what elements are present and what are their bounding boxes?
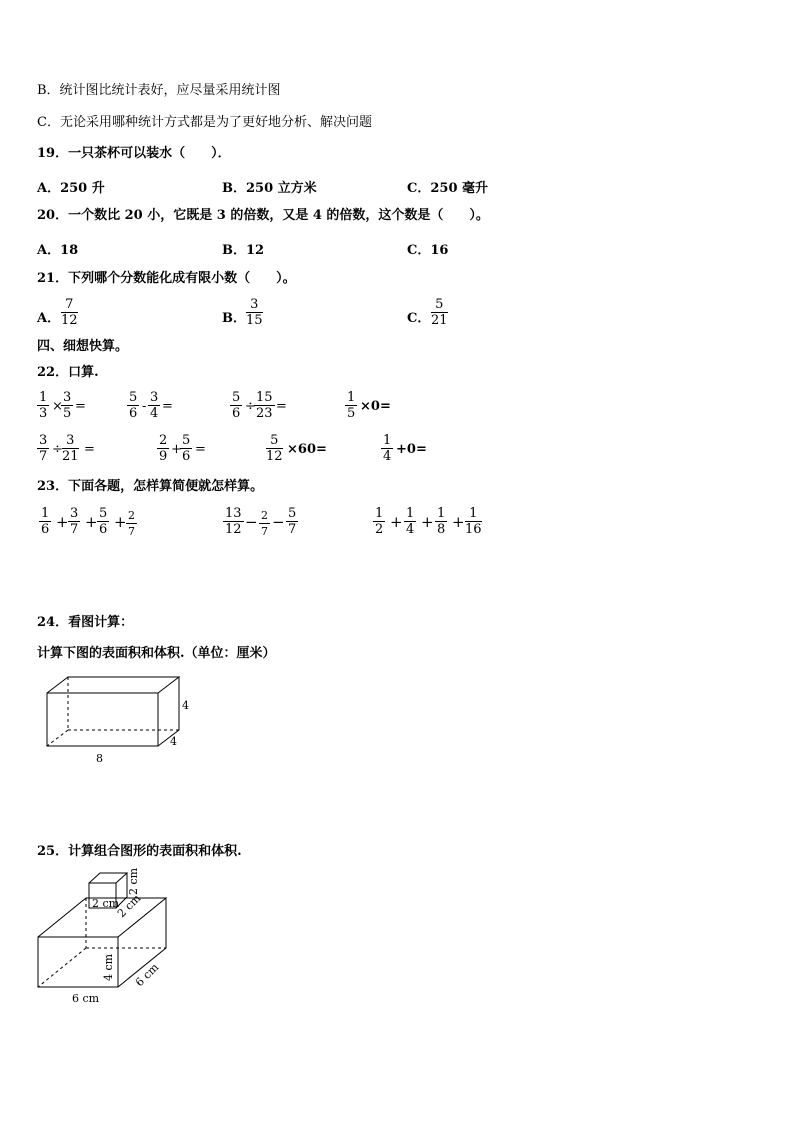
numerator: 1 (437, 506, 446, 521)
q22-r1-e1-equals: = (75, 399, 86, 414)
q23-e3-op3: + (452, 513, 465, 531)
numerator: 5 (266, 433, 283, 449)
numerator: 3 (150, 390, 159, 405)
cuboid-figure (40, 672, 200, 772)
denominator: 4 (150, 406, 159, 421)
q22-r2-e2-frac2 (180, 433, 192, 464)
numerator: 7 (61, 297, 78, 313)
numerator: 5 (431, 297, 448, 313)
q23-e1-op1: + (56, 513, 69, 531)
big-height-label: 4 cm (102, 953, 115, 981)
q20-option-c: C．16 (407, 243, 449, 258)
q19-option-a: A．250 升 (37, 181, 105, 196)
q23-e3-frac1 (373, 506, 385, 537)
q23-e3-op1: + (390, 513, 403, 531)
height-label: 4 (182, 699, 189, 712)
q19-option-b: B．250 立方米 (222, 181, 317, 196)
numerator: 2 (261, 509, 268, 522)
q22-r1-e3-frac1 (230, 390, 242, 421)
denominator: 15 (246, 313, 263, 328)
q21-option-c-label: C． (407, 311, 431, 326)
q22-r1-e1-frac1 (37, 390, 49, 421)
denominator: 7 (39, 449, 48, 464)
q23-e2-op2: − (272, 513, 285, 531)
denominator: 21 (431, 313, 448, 328)
q18-option-b: B．统计图比统计表好，应尽量采用统计图 (37, 83, 281, 98)
q23-e2-frac1 (223, 506, 244, 537)
q22-r1-e2-frac2 (148, 390, 160, 421)
denominator: 5 (347, 406, 356, 421)
q23-e3-frac2 (404, 506, 416, 537)
q18-option-c: C．无论采用哪种统计方式都是为了更好地分析、解决问题 (37, 115, 372, 130)
q22-r2-e2-equals: = (195, 442, 206, 457)
q23-e2-frac2 (259, 508, 270, 539)
denominator: 8 (437, 522, 446, 537)
q22-r1-e1-frac2 (61, 390, 73, 421)
q23-e3-frac3 (435, 506, 447, 537)
q22-r2-e3-tail: ×60= (287, 442, 327, 457)
numerator: 1 (406, 506, 415, 521)
q20-option-b: B．12 (222, 243, 265, 258)
q23-e3-op2: + (421, 513, 434, 531)
q23-e1-frac1 (39, 506, 51, 537)
q20-option-a: A．18 (37, 243, 79, 258)
q21-option-b-label: B． (222, 311, 246, 326)
numerator: 2 (128, 509, 135, 522)
denominator: 23 (256, 406, 273, 421)
q22-r1-e3-operator: ÷ (245, 399, 256, 414)
q22-r1-e3-frac2 (254, 390, 275, 421)
numerator: 2 (159, 433, 168, 448)
q22-r2-e1-frac2 (62, 433, 79, 464)
big-depth-label: 6 cm (132, 960, 162, 990)
q22-r2-e1-operator: ÷ (52, 442, 63, 457)
numerator: 3 (62, 433, 79, 449)
numerator: 5 (232, 390, 241, 405)
q22-r2-e3-frac (266, 433, 283, 464)
q21-option-a-fraction (61, 297, 78, 328)
denominator: 12 (225, 522, 242, 537)
length-label: 8 (96, 752, 103, 765)
numerator: 5 (129, 390, 138, 405)
denominator: 7 (128, 525, 135, 538)
numerator: 5 (99, 506, 108, 521)
q22-r1-e4-frac (345, 390, 357, 421)
q22-r2-e4-tail: +0= (396, 442, 427, 457)
q23-e1-frac2 (68, 506, 80, 537)
q20-stem: 20．一个数比 20 小，它既是 3 的倍数，又是 4 的倍数，这个数是（ ）。 (37, 208, 489, 223)
numerator: 3 (63, 390, 72, 405)
denominator: 21 (62, 449, 79, 464)
big-width-label: 6 cm (72, 992, 100, 1005)
numerator: 1 (375, 506, 384, 521)
q22-r2-e4-frac (381, 433, 393, 464)
q23-e1-frac3 (97, 506, 109, 537)
numerator: 1 (383, 433, 392, 448)
numerator: 13 (225, 506, 242, 521)
q22-r1-e2-operator: - (142, 399, 147, 414)
q23-e1-op2: + (85, 513, 98, 531)
q22-r1-e2-frac1 (127, 390, 139, 421)
q22-r2-e1-frac1 (37, 433, 49, 464)
small-edge-label-c: 2 cm (127, 867, 140, 895)
q21-option-c-fraction (431, 297, 448, 328)
q24-subtitle: 计算下图的表面积和体积.（单位：厘米） (37, 646, 276, 661)
denominator: 6 (232, 406, 241, 421)
q22-r1-e1-operator: × (52, 399, 63, 414)
denominator: 5 (63, 406, 72, 421)
denominator: 12 (266, 449, 283, 464)
numerator: 1 (39, 390, 48, 405)
denominator: 6 (182, 449, 191, 464)
q22-r2-e1-equals: = (84, 442, 95, 457)
q19-stem: 19．一只茶杯可以装水（ ）． (37, 146, 231, 161)
denominator: 2 (375, 522, 384, 537)
denominator: 3 (39, 406, 48, 421)
numerator: 3 (70, 506, 79, 521)
q24-stem: 24．看图计算： (37, 615, 134, 630)
denominator: 12 (61, 313, 78, 328)
denominator: 9 (159, 449, 168, 464)
q22-r1-e2-equals: = (162, 399, 173, 414)
denominator: 7 (261, 525, 268, 538)
numerator: 1 (41, 506, 50, 521)
q21-option-a-label: A． (37, 311, 61, 326)
q19-option-c: C．250 毫升 (407, 181, 489, 196)
q22-stem: 22．口算. (37, 365, 99, 380)
width-label: 4 (170, 735, 177, 748)
q22-r1-e4-tail: ×0= (360, 399, 391, 414)
section-heading: 四、细想快算。 (37, 339, 129, 354)
numerator: 1 (347, 390, 356, 405)
numerator: 1 (465, 506, 482, 522)
denominator: 6 (41, 522, 50, 537)
denominator: 6 (129, 406, 138, 421)
q22-r2-e2-frac1 (157, 433, 169, 464)
small-edge-label-b: 2 cm (114, 891, 144, 921)
q21-option-b-fraction (246, 297, 263, 328)
denominator: 7 (288, 522, 297, 537)
numerator: 5 (182, 433, 191, 448)
numerator: 15 (256, 390, 273, 405)
numerator: 3 (39, 433, 48, 448)
q23-e3-frac4 (465, 506, 482, 537)
denominator: 6 (99, 522, 108, 537)
composite-figure (30, 865, 210, 1015)
q23-e1-op3: + (114, 513, 127, 531)
q23-e1-frac4 (126, 508, 137, 539)
denominator: 7 (70, 522, 79, 537)
numerator: 5 (288, 506, 297, 521)
numerator: 3 (246, 297, 263, 313)
q22-r2-e2-operator: + (171, 442, 182, 457)
denominator: 16 (465, 522, 482, 537)
q23-e2-op1: − (245, 513, 258, 531)
q25-stem: 25．计算组合图形的表面积和体积. (37, 844, 242, 859)
q23-stem: 23．下面各题，怎样算简便就怎样算。 (37, 479, 264, 494)
small-edge-label-a: 2 cm (92, 897, 120, 910)
denominator: 4 (406, 522, 415, 537)
denominator: 4 (383, 449, 392, 464)
q21-stem: 21．下列哪个分数能化成有限小数（ ）。 (37, 271, 296, 286)
q22-r1-e3-equals: = (276, 399, 287, 414)
q23-e2-frac3 (286, 506, 298, 537)
